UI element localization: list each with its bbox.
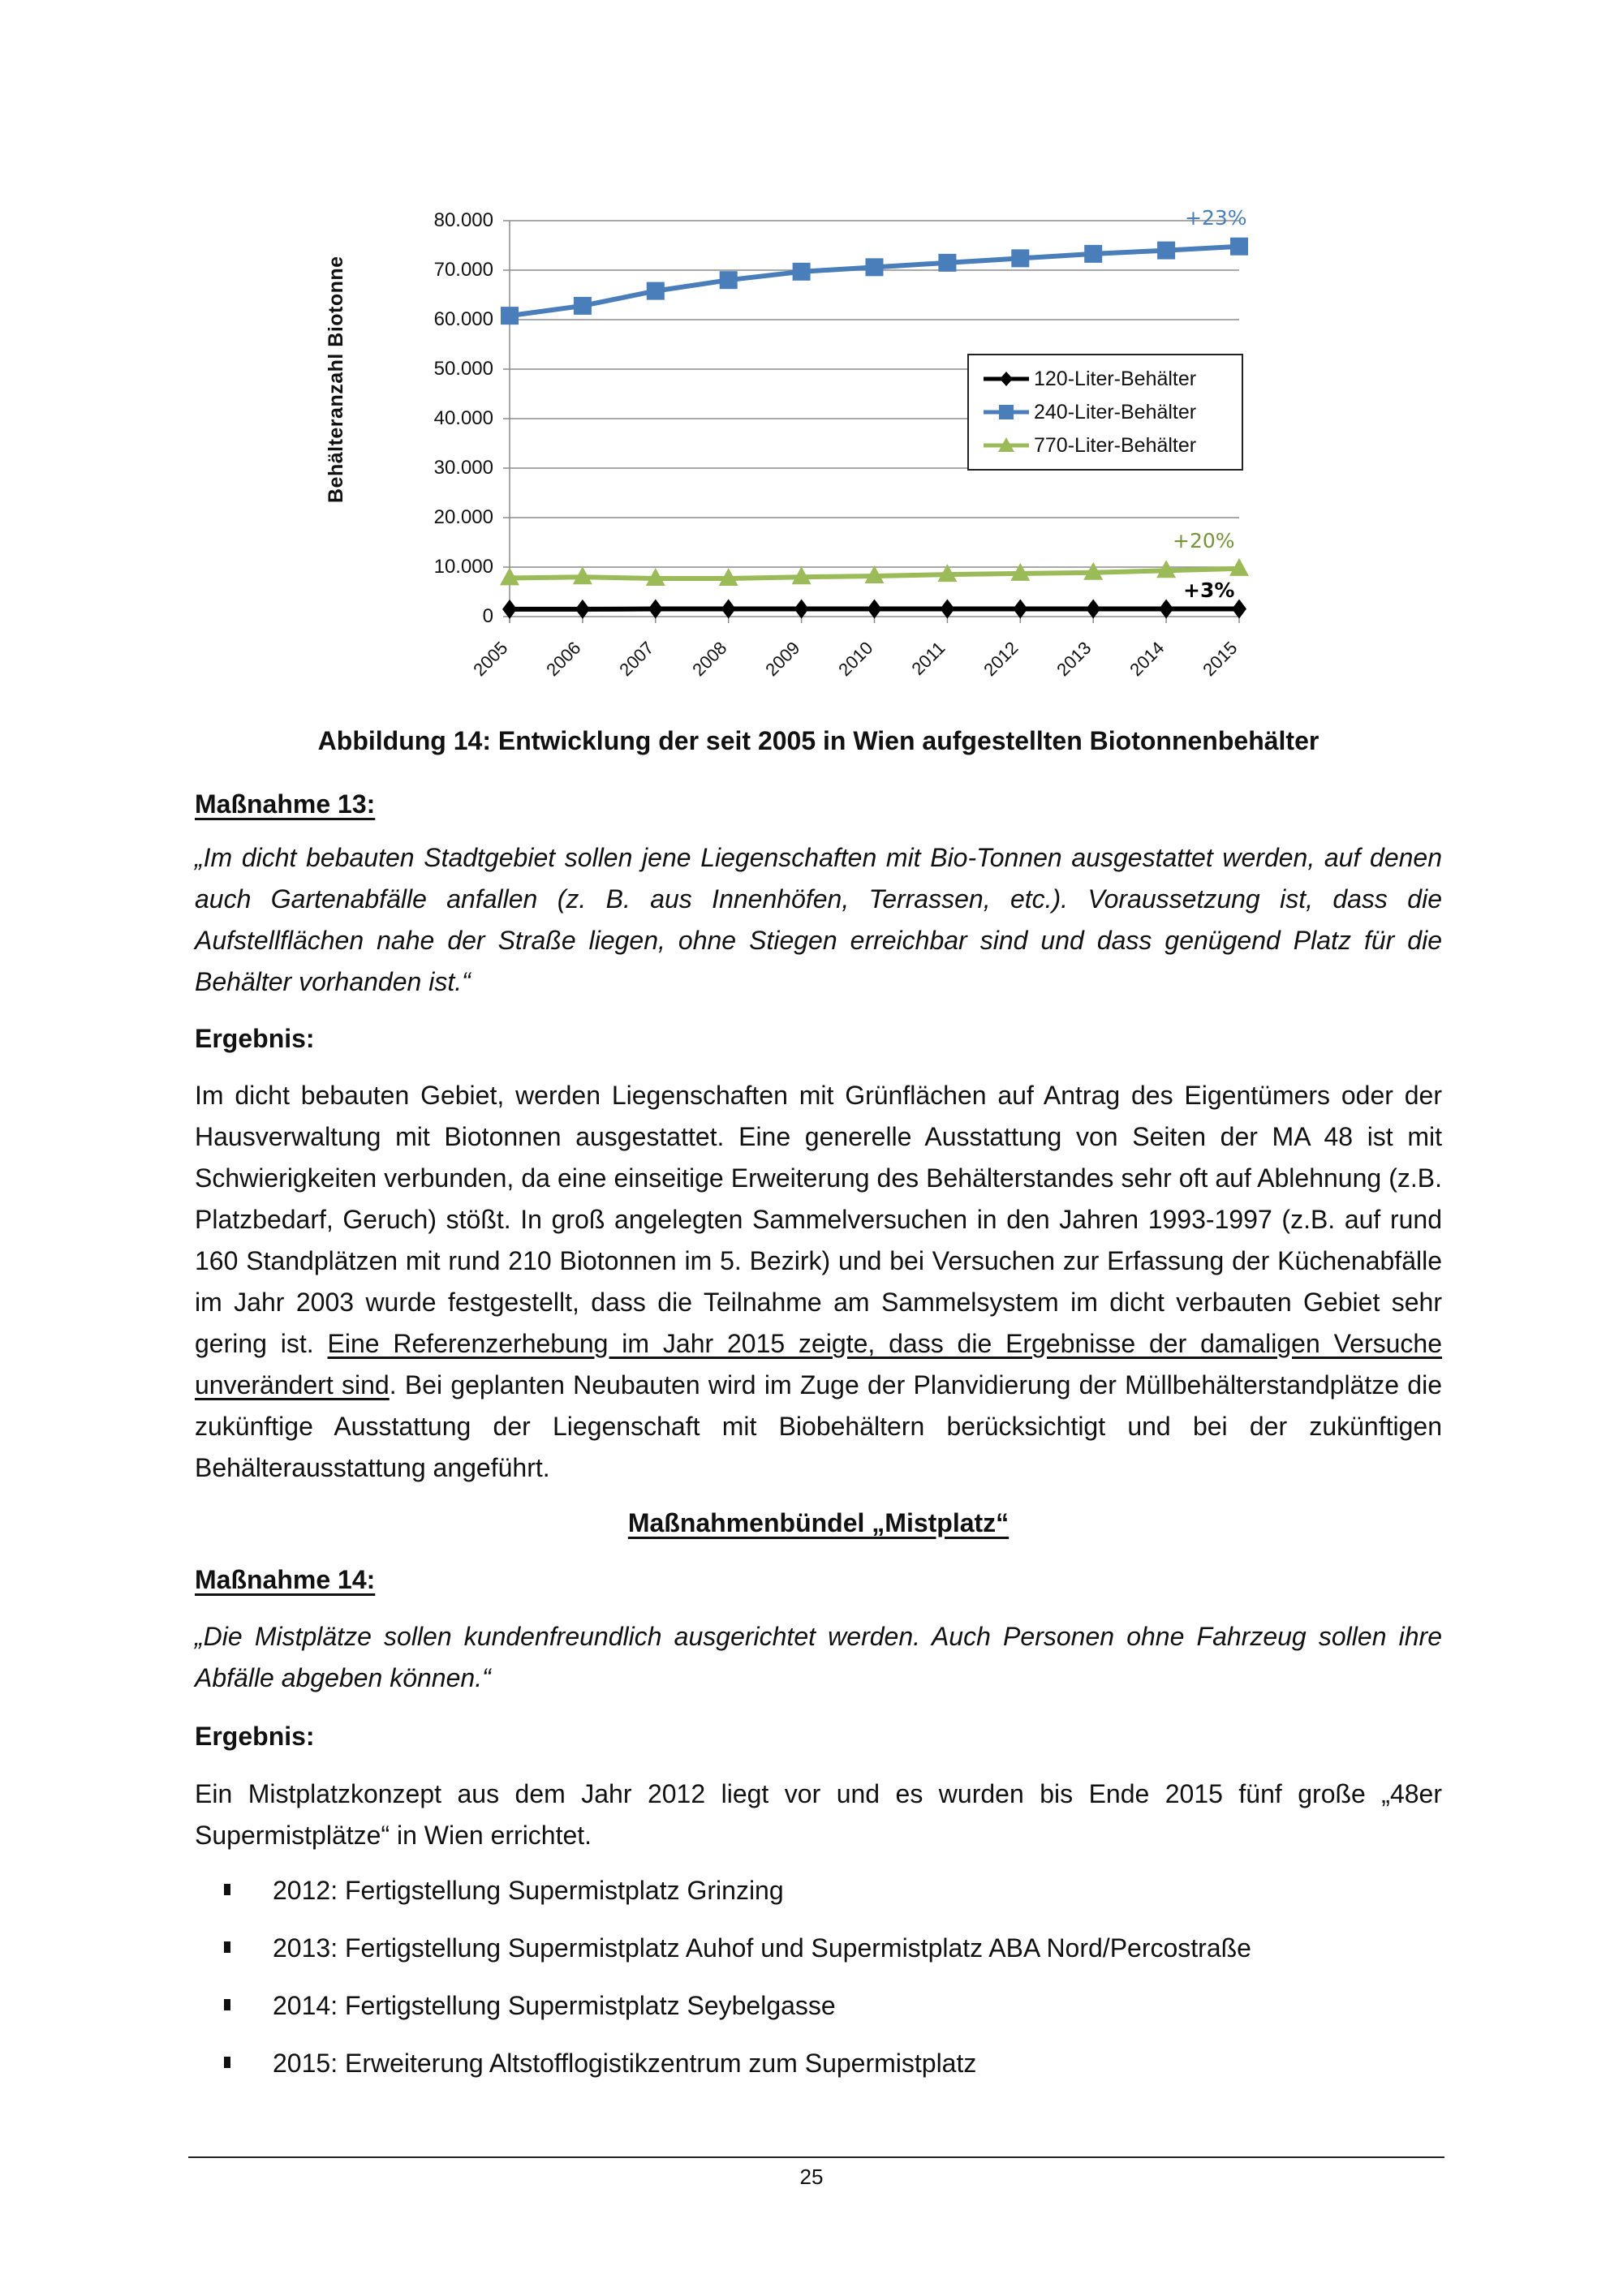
green-triangle-line-icon — [982, 434, 1031, 457]
result-text: Im dicht bebauten Gebiet, werden Liegenschaften mit Grünflächen auf Antrag des Eigentümers oder der Hausverwaltung mit Biotonnen ausgestattet. Eine generelle Ausstattung von Seiten der MA 48 ist mit Schwierigkeiten verbunden, da eine einseitige Erweiterung des Behälterstandes sehr oft auf Ablehnung (z.B. Platzbedarf, Geruch) stößt. In groß angelegten Sammelversuchen in den Jahren 1993-1997 (z.B. auf rund 160 Standplätzen mit rund 210 Biotonnen im 5. Bezirk) und bei Versuchen zur Erfassung der Küchenabfälle im Jahr 2003 wurde festgestellt, dass die Teilnahme am Sammelsystem im dicht verbauten Gebiet sehr gering ist. — [195, 1081, 1442, 1358]
massnahme-14-quote: „Die Mistplätze sollen kundenfreundlich ausgerichtet werden. Auch Personen ohne Fahrzeug sollen ihre Abfälle abgeben können.“ — [195, 1622, 1442, 1692]
y-tick-label: 30.000 — [433, 457, 493, 479]
x-tick-label: 2010 — [833, 637, 876, 681]
black-diamond-line-icon — [982, 368, 1031, 390]
x-tick-label: 2006 — [542, 637, 585, 681]
figure-caption: Abbildung 14: Entwicklung der seit 2005 in Wien aufgestellten Biotonnenbehälter — [317, 726, 1319, 755]
x-tick-label: 2011 — [907, 637, 949, 679]
annotation-240l-growth: +23% — [1185, 206, 1247, 230]
square-bullet-icon — [224, 1941, 230, 1953]
y-tick-label: 60.000 — [433, 308, 493, 330]
y-tick-label: 80.000 — [433, 209, 493, 231]
y-tick-label: 40.000 — [433, 407, 493, 429]
blue-square-line-icon — [982, 401, 1031, 424]
x-tick-label: 2005 — [469, 637, 512, 681]
legend-label: 120-Liter-Behälter — [1034, 367, 1197, 390]
list-item-text: 2012: Fertigstellung Supermistplatz Grinzing — [273, 1876, 784, 1905]
y-tick-label: 20.000 — [433, 506, 493, 528]
legend-label: 240-Liter-Behälter — [1034, 400, 1197, 424]
annotation-770l-growth: +20% — [1173, 529, 1235, 553]
line-chart — [325, 195, 1282, 698]
result-text-underlined: Eine Referenzerhebung im Jahr 2015 zeigte, dass die Ergebnisse der damaligen Versuche unverändert sind — [195, 1329, 1443, 1400]
list-item-text: 2014: Fertigstellung Supermistplatz Seybelgasse — [273, 1991, 836, 2020]
list-item — [195, 1932, 1442, 1989]
section-heading-massnahmenbuendel: Maßnahmenbündel „Mistplatz“ — [627, 1508, 1010, 1537]
x-tick-label: 2007 — [614, 637, 658, 681]
massnahme-14-result-label: Ergebnis: — [195, 1722, 315, 1751]
footer-divider — [188, 2156, 1444, 2158]
milestone-list — [195, 1874, 1442, 2105]
list-item — [195, 1874, 1442, 1932]
massnahme-14-result-text: Ein Mistplatzkonzept aus dem Jahr 2012 liegt vor und es wurden bis Ende 2015 fünf große „48er Supermistplätze“ in Wien errichtet. — [195, 1779, 1442, 1850]
legend-item-240l — [982, 398, 1196, 426]
x-tick-label: 2015 — [1199, 637, 1242, 681]
legend-item-770l — [982, 432, 1196, 459]
list-item — [195, 2047, 1442, 2105]
massnahme-13-quote: „Im dicht bebauten Stadtgebiet sollen jene Liegenschaften mit Bio-Tonnen ausgestattet werden, auf denen auch Gartenabfälle anfallen (z. B. aus Innenhöfen, Terrassen, etc.). Voraussetzung ist, dass die Aufstellflächen nahe der Straße liegen, ohne Stiegen erreichbar sind und dass genügend Platz für die Behälter vorhanden ist.“ — [195, 843, 1442, 996]
square-bullet-icon — [224, 2057, 230, 2068]
square-bullet-icon — [224, 1999, 230, 2010]
square-bullet-icon — [224, 1884, 230, 1895]
massnahme-13-result-text — [195, 1075, 1442, 1489]
massnahme-13-result-label: Ergebnis: — [195, 1024, 315, 1053]
x-tick-label: 2013 — [1053, 637, 1096, 681]
section-heading-massnahme-13: Maßnahme 13: — [195, 789, 376, 819]
legend-item-120l — [982, 365, 1196, 393]
list-item-text: 2015: Erweiterung Altstofflogistikzentrum zum Supermistplatz — [273, 2049, 977, 2078]
y-tick-label: 70.000 — [433, 259, 493, 281]
list-item — [195, 1989, 1442, 2047]
result-text: . Bei geplanten Neubauten wird im Zuge der Planvidierung der Müllbehälterstandplätze die zukünftige Ausstattung der Liegenschaft mit Biobehältern berücksichtigt und bei der zukünftigen Behälterausstattung angeführt. — [195, 1370, 1443, 1482]
x-tick-label: 2014 — [1126, 637, 1169, 681]
y-axis-title: Behälteranzahl Biotonne — [325, 256, 347, 503]
section-heading-massnahme-14: Maßnahme 14: — [195, 1565, 376, 1594]
y-tick-label: 0 — [482, 605, 493, 627]
y-tick-label: 50.000 — [433, 358, 493, 380]
x-tick-label: 2012 — [979, 637, 1022, 681]
legend-label: 770-Liter-Behälter — [1034, 433, 1197, 457]
x-tick-label: 2009 — [760, 637, 804, 681]
x-tick-label: 2008 — [687, 637, 731, 681]
annotation-120l-growth: +3% — [1183, 578, 1235, 602]
y-tick-label: 10.000 — [433, 556, 493, 578]
chart-legend — [967, 354, 1243, 471]
list-item-text: 2013: Fertigstellung Supermistplatz Auhof und Supermistplatz ABA Nord/Percostraße — [273, 1933, 1251, 1963]
page-number: 25 — [799, 2165, 824, 2189]
